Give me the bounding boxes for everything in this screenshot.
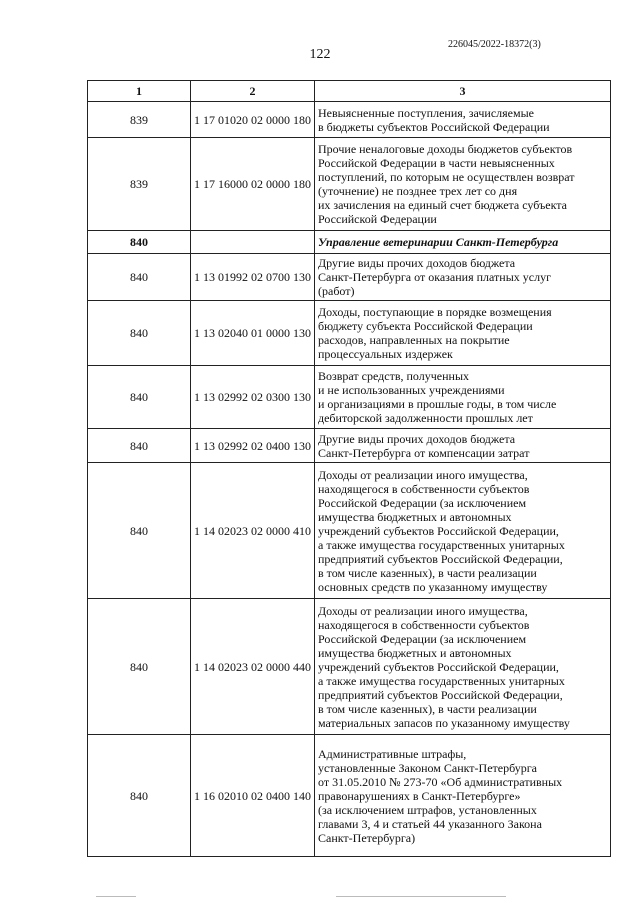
- table-header-row: [88, 81, 611, 102]
- table-row: [88, 599, 611, 735]
- admin-code-cell: 839: [88, 102, 191, 138]
- table-row: [88, 254, 611, 301]
- section-title: Управление ветеринарии Санкт-Петербурга: [315, 231, 611, 254]
- table-row: [88, 102, 611, 138]
- document-id: 226045/2022-18372(3): [448, 39, 541, 50]
- table-row: [88, 301, 611, 366]
- table-row: [88, 138, 611, 231]
- kbk-code-cell: 1 16 02010 02 0400 140: [191, 735, 315, 857]
- admin-code-cell: 840: [88, 231, 191, 254]
- admin-code-cell: 840: [88, 301, 191, 366]
- admin-code-cell: 840: [88, 463, 191, 599]
- page-number: 122: [309, 47, 331, 62]
- footer-scan-mark: [336, 896, 506, 897]
- admin-code-cell: 840: [88, 599, 191, 735]
- kbk-code-cell: 1 13 02040 01 0000 130: [191, 301, 315, 366]
- description-cell: Доходы, поступающие в порядке возмещения бюджету субъекта Российской Федерации расходов, направленных на покрытие процессуальных издержек: [315, 301, 611, 366]
- kbk-code-cell: 1 17 01020 02 0000 180: [191, 102, 315, 138]
- admin-code-cell: 840: [88, 366, 191, 429]
- description-cell: Административные штрафы, установленные Законом Санкт-Петербурга от 31.05.2010 № 273-70 «Об административных правонарушениях в Санкт-Петербурге» (за исключением штрафов, установленных главами 3, 4 и статьей 44 указанного Закона Санкт-Петербурга): [315, 735, 611, 857]
- admin-code-cell: 840: [88, 735, 191, 857]
- admin-code-cell: 840: [88, 429, 191, 463]
- table-row: [88, 366, 611, 429]
- description-cell: Доходы от реализации иного имущества, находящегося в собственности субъектов Российской Федерации (за исключением имущества бюджетных и автономных учреждений субъектов Российской Федерации, а также имущества государственных унитарных предприятий субъектов Российской Федерации, в том числе казенных), в части реализации основных средств по указанному имуществу: [315, 463, 611, 599]
- column-header: 3: [315, 81, 611, 102]
- description-cell: Невыясненные поступления, зачисляемые в бюджеты субъектов Российской Федерации: [315, 102, 611, 138]
- description-cell: Доходы от реализации иного имущества, находящегося в собственности субъектов Российской Федерации (за исключением имущества бюджетных и автономных учреждений субъектов Российской Федерации, а также имущества государственных унитарных предприятий субъектов Российской Федерации, в том числе казенных), в части реализации материальных запасов по указанному имуществу: [315, 599, 611, 735]
- kbk-code-cell: 1 14 02023 02 0000 440: [191, 599, 315, 735]
- description-cell: Другие виды прочих доходов бюджета Санкт-Петербурга от компенсации затрат: [315, 429, 611, 463]
- kbk-code-cell: 1 14 02023 02 0000 410: [191, 463, 315, 599]
- column-header: 2: [191, 81, 315, 102]
- description-cell: Другие виды прочих доходов бюджета Санкт-Петербурга от оказания платных услуг (работ): [315, 254, 611, 301]
- footer-scan-mark: [96, 896, 136, 897]
- kbk-code-cell: 1 13 01992 02 0700 130: [191, 254, 315, 301]
- table-row: [88, 463, 611, 599]
- kbk-code-cell: 1 13 02992 02 0300 130: [191, 366, 315, 429]
- kbk-code-cell: [191, 231, 315, 254]
- admin-code-cell: 840: [88, 254, 191, 301]
- description-cell: Прочие неналоговые доходы бюджетов субъектов Российской Федерации в части невыясненных поступлений, по которым не осуществлен возврат (уточнение) не позднее трех лет со дня их зачисления на единый счет бюджета субъекта Российской Федерации: [315, 138, 611, 231]
- kbk-code-cell: 1 13 02992 02 0400 130: [191, 429, 315, 463]
- kbk-code-cell: 1 17 16000 02 0000 180: [191, 138, 315, 231]
- column-header: 1: [88, 81, 191, 102]
- admin-code-cell: 839: [88, 138, 191, 231]
- section-header-row: [88, 231, 611, 254]
- description-cell: Возврат средств, полученных и не использованных учреждениями и организациями в прошлые годы, в том числе дебиторской задолженности прошлых лет: [315, 366, 611, 429]
- revenue-codes-table: [87, 80, 611, 857]
- table-row: [88, 429, 611, 463]
- table-row: [88, 735, 611, 857]
